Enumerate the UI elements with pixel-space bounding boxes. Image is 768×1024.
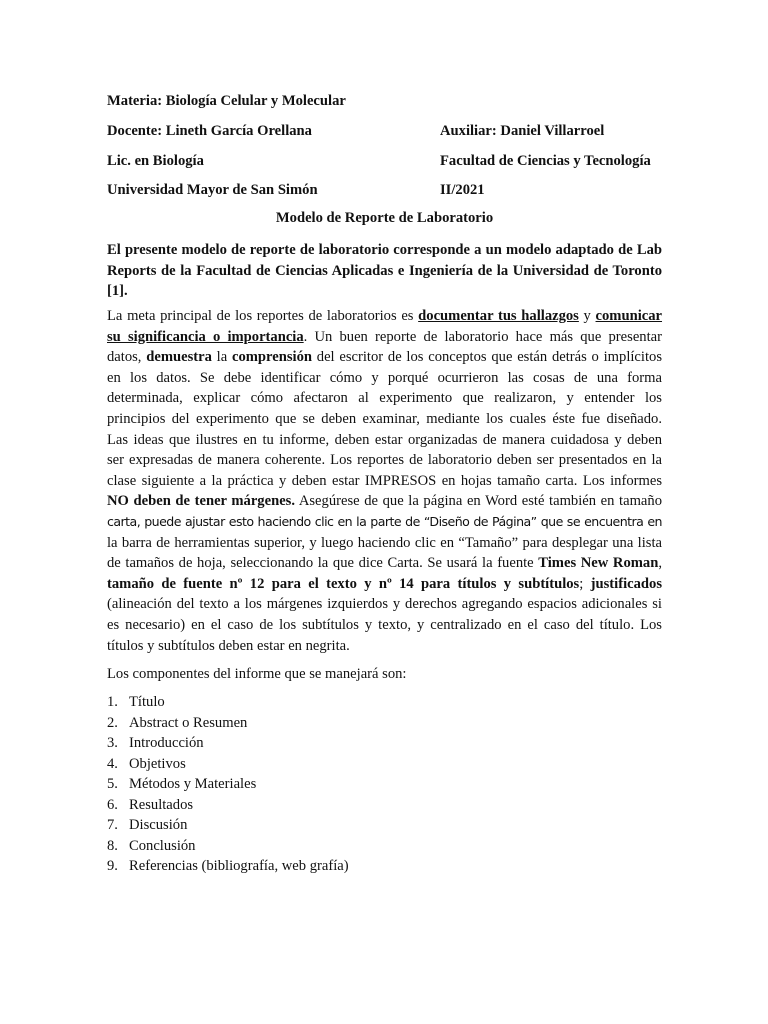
list-number: 4.	[107, 755, 118, 772]
body-line: carta, puede ajustar esto haciendo clic en la parte de “Diseño de Página” que se encuentra en	[107, 513, 662, 529]
semester-label: II/2021	[440, 182, 485, 198]
list-item	[107, 856, 349, 877]
list-item	[107, 713, 349, 734]
intro-paragraph: El presente modelo de reporte de laboratorio corresponde a un modelo adaptado de Lab Reports de la Facultad de Ciencias Aplicadas e Ingeniería de la Universidad de Toronto [1].	[107, 242, 662, 299]
components-list	[107, 692, 349, 877]
body-line: títulos y subtítulos deben estar en negrita.	[107, 637, 350, 654]
list-number: 8.	[107, 837, 118, 854]
body-line: en los datos. Se debe identificar cómo y porqué ocurrieron las cosas de una forma	[107, 369, 662, 386]
emphasis-text: comunicar	[595, 308, 663, 324]
body-line: (alineación del texto a los márgenes izquierdos y derechos agregando espacios adicionales si	[107, 596, 662, 613]
list-number: 5.	[107, 776, 118, 792]
list-label: Discusión	[129, 817, 188, 833]
faculty-label: Facultad de Ciencias y Tecnología	[440, 153, 651, 169]
body-line: NO deben de tener márgenes. Asegúrese de que la página en Word esté también en tamaño	[107, 493, 662, 510]
list-item	[107, 836, 349, 857]
list-number: 6.	[107, 796, 118, 813]
body-line: es necesario) en el caso de los subtítulos y texto, y centralizado en el caso del título. Los	[107, 616, 662, 633]
list-label: Introducción	[129, 735, 204, 751]
emphasis-text: documentar tus hallazgos	[418, 308, 579, 324]
header-row-subject	[107, 92, 667, 110]
document-title: Modelo de Reporte de Laboratorio	[275, 210, 494, 226]
list-label: Referencias (bibliografía, web grafía)	[129, 858, 349, 874]
list-label: Resultados	[129, 796, 194, 813]
bold-text: justificados	[590, 575, 662, 592]
list-item	[107, 733, 349, 754]
body-line: Las ideas que ilustres en tu informe, deben estar organizadas de manera cuidadosa y deben	[107, 431, 662, 448]
list-number: 2.	[107, 714, 118, 731]
university-label: Universidad Mayor de San Simón	[107, 182, 318, 198]
body-line: tamaño de fuente nº 12 para el texto y nº 14 para títulos y subtítulos; justificados	[107, 575, 662, 592]
body-line: de tamaños de hoja, seleccionando la que dice Carta. Se usará la fuente Times New Roman,	[107, 555, 662, 572]
emphasis-text: su significancia o importancia	[107, 328, 304, 345]
body-line: principios del experimento que se deben examinar, mediante los cuales éste fue diseñado.	[107, 410, 662, 427]
body-line: La meta principal de los reportes de laboratorios es documentar tus hallazgos y comunicar	[107, 308, 663, 324]
degree-label: Lic. en Biología	[107, 153, 204, 169]
list-number: 1.	[107, 694, 118, 710]
components-intro: Los componentes del informe que se manejará son:	[107, 666, 407, 682]
list-item	[107, 754, 349, 775]
list-item	[107, 774, 349, 795]
teacher-label: Docente: Lineth García Orellana	[107, 123, 312, 139]
bold-text: Times New Roman	[538, 555, 659, 572]
header-row-university	[107, 181, 667, 199]
list-label: Título	[129, 694, 165, 710]
body-line: clase siguiente a la práctica y deben estar IMPRESOS en hojas tamaño carta. Los informes	[107, 472, 662, 489]
bold-text: demuestra	[146, 349, 212, 366]
header-row-teacher	[107, 122, 667, 140]
body-line: determinada, explicar cómo afectaron al experimento que realizaron, y entender los	[107, 390, 662, 407]
list-number: 9.	[107, 858, 118, 874]
list-label: Abstract o Resumen	[129, 714, 248, 731]
assistant-label: Auxiliar: Daniel Villarroel	[440, 123, 605, 139]
list-number: 7.	[107, 817, 118, 833]
list-label: Métodos y Materiales	[129, 776, 257, 792]
body-line: la barra de herramientas superior, y luego haciendo clic en “Tamaño” para desplegar una lista	[107, 534, 662, 551]
body-paragraph	[107, 306, 662, 656]
bold-text: NO deben de tener márgenes.	[107, 493, 296, 510]
list-item	[107, 815, 349, 836]
body-line: ser expresadas de manera coherente. Los reportes de laboratorio deben ser presentados en la	[107, 452, 662, 469]
header-row-degree	[107, 152, 667, 170]
bold-text: comprensión	[231, 349, 312, 366]
body-line: su significancia o importancia. Un buen reporte de laboratorio hace más que presentar	[107, 328, 662, 345]
bold-text: tamaño de fuente nº 12 para el texto y nº 14 para títulos y subtítulos	[107, 575, 580, 592]
list-label: Conclusión	[129, 837, 196, 854]
list-number: 3.	[107, 735, 118, 751]
list-label: Objetivos	[129, 755, 186, 772]
subject-label: Materia: Biología Celular y Molecular	[107, 93, 346, 109]
list-item	[107, 692, 349, 713]
list-item	[107, 795, 349, 816]
body-line: datos, demuestra la comprensión del escritor de los conceptos que están detrás o implícitos	[107, 349, 662, 366]
